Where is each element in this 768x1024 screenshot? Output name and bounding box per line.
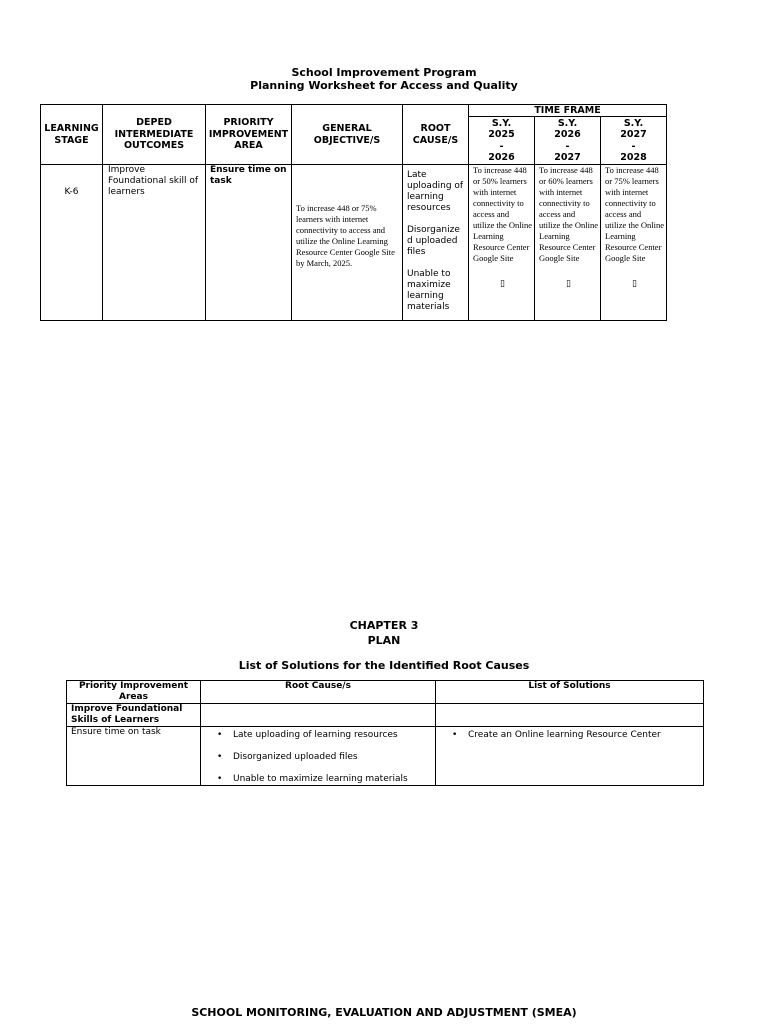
- document-title: School Improvement Program: [291, 66, 477, 79]
- header-priority-areas: Priority Improvement Areas: [67, 681, 201, 704]
- checkbox-glyph-icon: ▯: [500, 278, 505, 288]
- cell-sy2-target: To increase 448 or 60% learners with internet connectivity to access and utilize the Online Learning Resource Center Google Site ▯: [535, 165, 601, 321]
- cell-causes: [201, 727, 436, 786]
- header-list-of-solutions: List of Solutions: [436, 681, 704, 704]
- list-item: • Unable to maximize learning materials: [233, 774, 431, 785]
- header-sy-2027-2028: S.Y. 2027 - 2028: [601, 117, 667, 165]
- root-cause-3: Unable to maximize learning materials: [407, 269, 451, 312]
- cell-area: Ensure time on task: [67, 727, 201, 786]
- header-general-objective: GENERAL OBJECTIVE/S: [292, 105, 403, 165]
- root-cause-1: Late uploading of learning resources: [407, 170, 464, 213]
- cell-general-objective: To increase 448 or 75% learners with internet connectivity to access and utilize the Online Learning Resource Center Google Site by March, 2025.: [292, 165, 403, 321]
- cell-sy1-target: To increase 448 or 50% learners with internet connectivity to access and utilize the Online Learning Resource Center Google Site ▯: [469, 165, 535, 321]
- group-label: Improve Foundational Skills of Learners: [67, 704, 201, 727]
- planning-worksheet-table: [40, 104, 667, 321]
- header-root-causes: ROOT CAUSE/S: [403, 105, 469, 165]
- cell-learning-stage: K-6: [41, 165, 103, 321]
- list-item: • Create an Online learning Resource Center: [468, 730, 699, 741]
- solutions-table: [66, 680, 704, 786]
- document-subtitle: Planning Worksheet for Access and Quality: [250, 79, 518, 92]
- header-time-frame: TIME FRAME: [469, 105, 667, 117]
- cell-sy3-target: To increase 448 or 75% learners with internet connectivity to access and utilize the Online Learning Resource Center Google Site ▯: [601, 165, 667, 321]
- cell-deped-outcome: Improve Foundational skill of learners: [103, 165, 206, 321]
- checkbox-glyph-icon: ▯: [632, 278, 637, 288]
- list-item: • Late uploading of learning resources: [233, 730, 431, 741]
- cell-priority-area: Ensure time on task: [206, 165, 292, 321]
- header-sy-2025-2026: S.Y. 2025 - 2026: [469, 117, 535, 165]
- header-priority-area: PRIORITY IMPROVEMENT AREA: [206, 105, 292, 165]
- cell-root-causes: [403, 165, 469, 321]
- root-cause-2: Disorganize d uploaded files: [407, 225, 460, 257]
- chapter-number: CHAPTER 3: [349, 619, 419, 632]
- solutions-list-title: List of Solutions for the Identified Root Causes: [238, 659, 530, 672]
- checkbox-glyph-icon: ▯: [566, 278, 571, 288]
- header-deped-outcomes: DEPED INTERMEDIATE OUTCOMES: [103, 105, 206, 165]
- chapter-name: PLAN: [367, 634, 401, 647]
- smea-heading: SCHOOL MONITORING, EVALUATION AND ADJUSTMENT (SMEA): [191, 1006, 577, 1019]
- header-solutions-root-causes: Root Cause/s: [201, 681, 436, 704]
- list-item: • Disorganized uploaded files: [233, 752, 431, 763]
- header-learning-stage: LEARNING STAGE: [41, 105, 103, 165]
- header-sy-2026-2027: S.Y. 2026 - 2027: [535, 117, 601, 165]
- cell-solutions: [436, 727, 704, 786]
